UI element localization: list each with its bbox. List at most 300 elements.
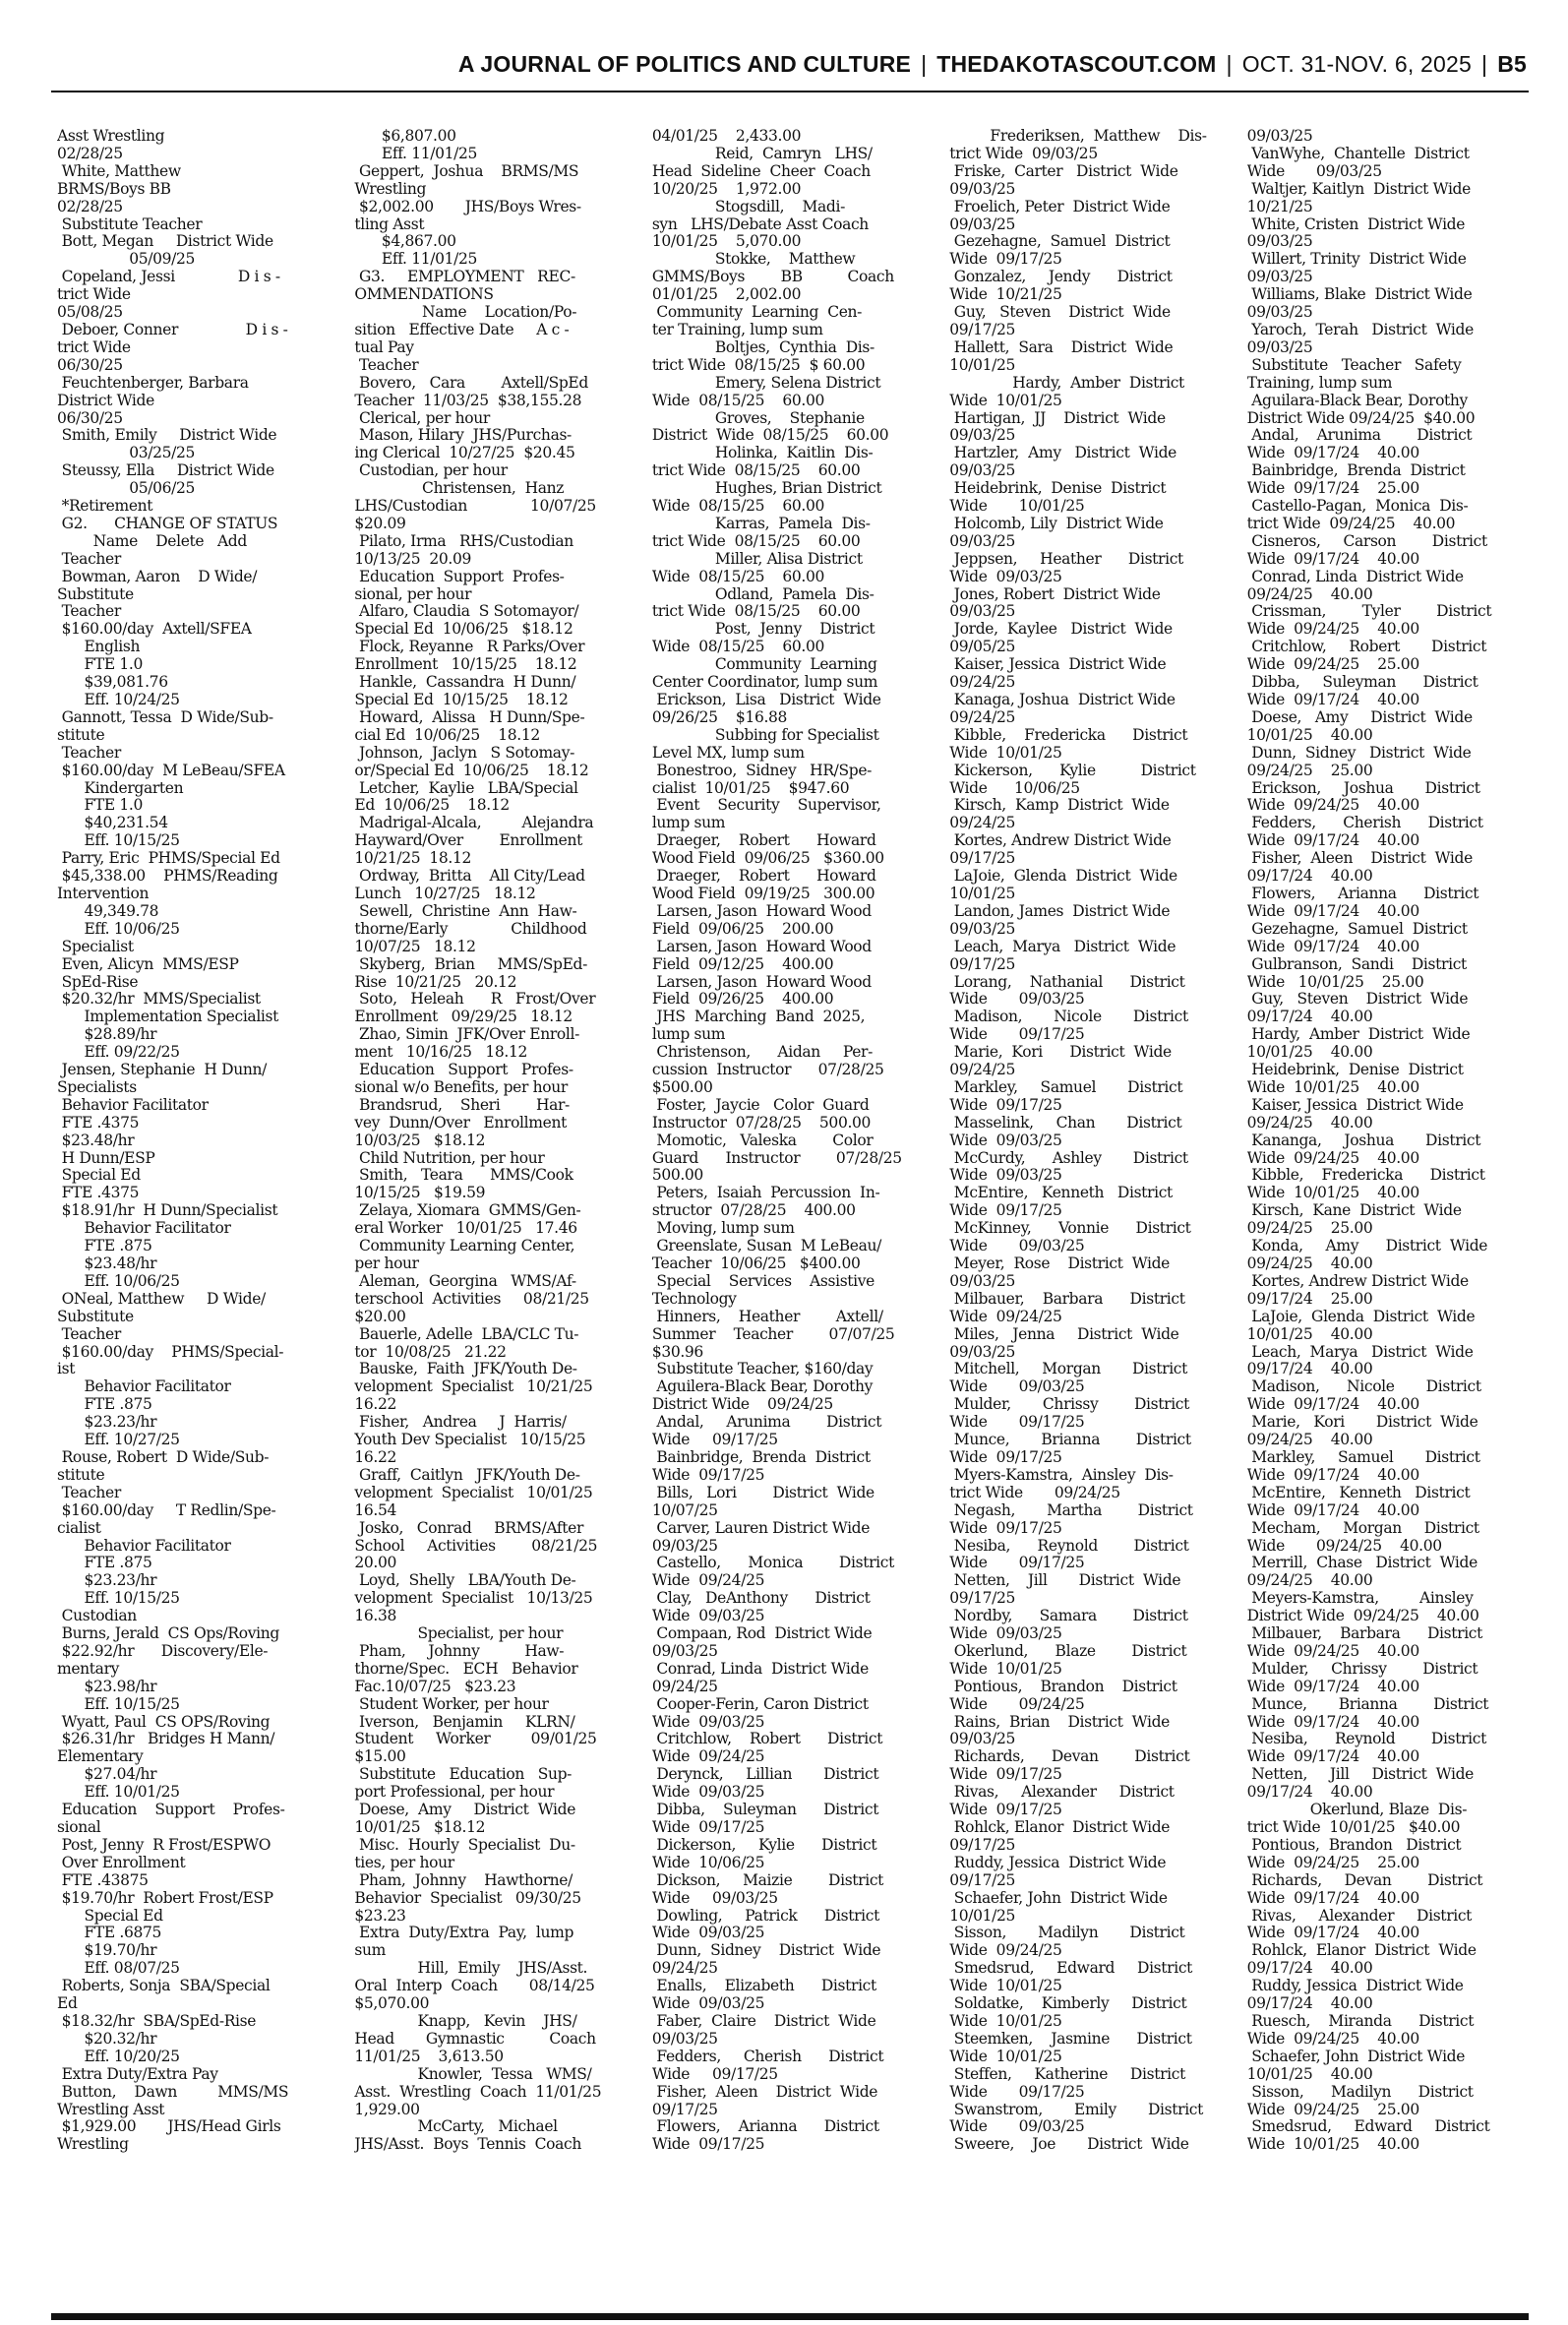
- text-line: Yaroch, Terah District Wide: [1246, 321, 1474, 338]
- text-line: Wide 09/03/25: [949, 1378, 1085, 1396]
- text-line: Community Learning Center,: [354, 1238, 575, 1255]
- text-line: Eff. 09/22/25: [57, 1044, 180, 1062]
- header-separator: |: [921, 51, 928, 77]
- text-line: Substitute Teacher, $160/day: [651, 1361, 874, 1378]
- text-line: Stogsdill, Madi-: [651, 198, 845, 215]
- text-line: Wide 08/15/25 60.00: [651, 568, 825, 585]
- text-line: Wide 09/17/25: [949, 1202, 1062, 1220]
- text-line: Netten, Jill District Wide: [1246, 1766, 1474, 1784]
- text-line: Substitute: [57, 1308, 134, 1325]
- text-line: FTE .875: [57, 1238, 152, 1255]
- text-line: Josko, Conrad BRMS/After: [354, 1519, 584, 1537]
- text-line: 04/01/25 2,433.00: [651, 128, 802, 145]
- text-line: Eff. 10/15/25: [57, 1695, 180, 1713]
- text-line: vey Dunn/Over Enrollment: [354, 1114, 567, 1132]
- text-line: Name Delete Add: [57, 532, 247, 550]
- text-line: Student Worker 09/01/25: [354, 1731, 597, 1748]
- text-line: Extra Duty/Extra Pay: [57, 2065, 218, 2083]
- text-line: Asst Wrestling: [57, 128, 165, 145]
- text-line: Teacher 10/06/25 $400.00: [651, 1255, 861, 1272]
- text-line: Eff. 10/01/25: [57, 1784, 180, 1802]
- text-line: Kaiser, Jessica District Wide: [949, 656, 1167, 674]
- text-line: Clay, DeAnthony District: [651, 1590, 871, 1608]
- text-line: Eff. 10/20/25: [57, 2048, 180, 2065]
- text-line: lump sum: [651, 815, 726, 832]
- text-line: 02/28/25: [57, 198, 123, 215]
- text-line: Asst. Wrestling Coach 11/01/25: [354, 2083, 602, 2101]
- text-line: Gonzalez, Jendy District: [949, 269, 1173, 286]
- text-line: Wide 09/17/24 40.00: [1246, 1925, 1419, 1942]
- text-line: Geppert, Joshua BRMS/MS: [354, 162, 579, 180]
- text-line: Wide 09/03/25: [949, 1625, 1062, 1643]
- text-line: Erickson, Joshua District: [1246, 779, 1480, 797]
- text-line: 09/03/25: [949, 920, 1016, 938]
- text-line: Wide 10/06/25: [651, 1854, 765, 1871]
- text-line: Knowler, Tessa WMS/: [354, 2065, 592, 2083]
- text-line: 09/24/25 40.00: [1246, 585, 1373, 603]
- text-line: Emery, Selena District: [651, 374, 881, 392]
- text-line: sional w/o Benefits, per hour: [354, 1078, 568, 1096]
- text-line: McCarty, Michael: [354, 2118, 558, 2136]
- text-line: trict Wide 09/24/25 40.00: [1246, 515, 1456, 532]
- text-line: Wide 09/17/25: [651, 1819, 765, 1836]
- text-line: 11/01/25 3,613.50: [354, 2048, 504, 2065]
- text-line: Nesiba, Reynold District: [949, 1537, 1189, 1555]
- text-line: Schaefer, John District Wide: [1246, 2048, 1466, 2065]
- text-line: 01/01/25 2,002.00: [651, 286, 802, 304]
- text-line: Education Support Profes-: [354, 1062, 573, 1079]
- text-line: Kibble, Fredericka District: [1246, 1167, 1485, 1185]
- text-line: Wide 09/03/25: [651, 1713, 765, 1731]
- text-line: 09/03/25: [949, 532, 1016, 550]
- text-line: $23.23: [354, 1907, 406, 1925]
- text-line: Deboer, Conner D i s -: [57, 321, 288, 338]
- text-line: Community Learning Cen-: [651, 304, 863, 322]
- text-line: 10/20/25 1,972.00: [651, 180, 802, 198]
- text-line: Wide 09/03/25: [949, 568, 1062, 585]
- text-line: Wide 09/24/25: [949, 1695, 1085, 1713]
- text-line: Post, Jenny R Frost/ESPWO: [57, 1836, 271, 1854]
- text-line: 10/01/25 40.00: [1246, 2065, 1373, 2083]
- text-line: LaJoie, Glenda District Wide: [949, 868, 1177, 886]
- text-line: FTE .6875: [57, 1925, 162, 1942]
- text-line: Fisher, Aleen District Wide: [651, 2083, 878, 2101]
- text-line: 06/30/25: [57, 409, 123, 427]
- text-line: Steffen, Katherine District: [949, 2065, 1185, 2083]
- text-line: tling Asst: [354, 215, 425, 233]
- text-line: lump sum: [651, 1026, 726, 1044]
- text-line: Wide 09/03/25: [1246, 162, 1382, 180]
- text-line: Pilato, Irma RHS/Custodian: [354, 532, 573, 550]
- text-line: Reid, Camryn LHS/: [651, 145, 873, 162]
- text-line: Wide 09/17/24 40.00: [1246, 1466, 1419, 1484]
- text-line: Draeger, Robert Howard: [651, 868, 876, 886]
- text-line: Masselink, Chan District: [949, 1114, 1182, 1132]
- text-line: Wide 09/17/24 40.00: [1246, 1501, 1419, 1519]
- text-line: $20.32/hr MMS/Specialist: [57, 991, 261, 1009]
- text-line: 09/03/25: [949, 180, 1016, 198]
- text-line: Guy, Steven District Wide: [949, 304, 1171, 322]
- text-line: 05/06/25: [57, 480, 196, 498]
- header-separator: |: [1481, 51, 1488, 77]
- text-line: Wide 09/17/24 40.00: [1246, 832, 1419, 850]
- text-line: Christensen, Hanz: [354, 480, 565, 498]
- text-line: Christenson, Aidan Per-: [651, 1044, 873, 1062]
- page-header: [458, 51, 1527, 78]
- text-line: port Professional, per hour: [354, 1784, 555, 1802]
- text-line: 09/03/25: [949, 1731, 1016, 1748]
- text-line: $23.23/hr: [57, 1414, 157, 1432]
- text-line: Myers-Kamstra, Ainsley Dis-: [949, 1466, 1174, 1484]
- text-line: cussion Instructor 07/28/25: [651, 1062, 884, 1079]
- text-line: Mulder, Chrissy District: [1246, 1660, 1478, 1678]
- text-line: Mitchell, Morgan District: [949, 1361, 1188, 1378]
- text-line: Andal, Arunima District: [651, 1414, 882, 1432]
- text-line: Eff. 10/27/25: [57, 1432, 180, 1449]
- text-line: $23.48/hr: [57, 1132, 135, 1149]
- text-line: Cisneros, Carson District: [1246, 532, 1487, 550]
- text-line: Jorde, Kaylee District Wide: [949, 621, 1173, 639]
- text-line: Wide 09/17/25: [949, 1766, 1062, 1784]
- issue-date: OCT. 31-NOV. 6, 2025: [1241, 51, 1472, 77]
- text-line: Eff. 11/01/25: [354, 251, 478, 269]
- text-line: $19.70/hr Robert Frost/ESP: [57, 1889, 273, 1907]
- text-line: $23.23/hr: [57, 1572, 157, 1590]
- text-line: Hardy, Amber District Wide: [1246, 1026, 1471, 1044]
- text-line: Kirsch, Kane District Wide: [1246, 1202, 1462, 1220]
- text-column-5: [1247, 128, 1533, 2307]
- text-line: Miles, Jenna District Wide: [949, 1325, 1179, 1343]
- text-line: Hughes, Brian District: [651, 480, 882, 498]
- text-line: Letcher, Kaylie LBA/Special: [354, 779, 578, 797]
- text-line: Meyers-Kamstra, Ainsley: [1246, 1590, 1474, 1608]
- text-line: Jeppsen, Heather District: [949, 550, 1183, 568]
- text-line: Wide 09/17/25: [949, 1096, 1062, 1114]
- text-line: Alfaro, Claudia S Sotomayor/: [354, 603, 579, 621]
- text-line: Parry, Eric PHMS/Special Ed: [57, 850, 280, 868]
- text-line: Castello, Monica District: [651, 1555, 894, 1572]
- text-line: Nordby, Samara District: [949, 1608, 1188, 1625]
- text-line: Behavior Specialist 09/30/25: [354, 1889, 581, 1907]
- text-line: Wide 09/24/25 25.00: [1246, 1854, 1419, 1871]
- text-line: tor 10/08/25 21.22: [354, 1343, 507, 1361]
- text-line: thorne/Spec. ECH Behavior: [354, 1660, 578, 1678]
- text-line: H Dunn/ESP: [57, 1149, 155, 1167]
- text-line: Steussy, Ella District Wide: [57, 462, 274, 480]
- text-line: Wide 09/17/25: [949, 251, 1062, 269]
- text-line: Hayward/Over Enrollment: [354, 832, 582, 850]
- text-line: English: [57, 639, 141, 656]
- text-line: Larsen, Jason Howard Wood: [651, 938, 872, 955]
- text-line: Even, Alicyn MMS/ESP: [57, 955, 239, 973]
- text-line: mentary: [57, 1660, 120, 1678]
- text-line: Critchlow, Robert District: [1246, 639, 1487, 656]
- text-line: 10/01/25: [949, 356, 1016, 374]
- text-line: McEntire, Kenneth District: [949, 1185, 1173, 1202]
- text-line: $160.00/day PHMS/Special-: [57, 1343, 284, 1361]
- text-line: Hardy, Amber District: [949, 374, 1184, 392]
- text-line: Gulbranson, Sandi District: [1246, 955, 1467, 973]
- text-line: Child Nutrition, per hour: [354, 1149, 545, 1167]
- text-line: stitute: [57, 726, 105, 744]
- text-line: Special Ed: [57, 1907, 163, 1925]
- text-line: Pontious, Brandon District: [1246, 1836, 1462, 1854]
- text-line: Fac.10/07/25 $23.23: [354, 1678, 516, 1695]
- text-line: Wide 09/17/25: [949, 1414, 1085, 1432]
- text-line: structor 07/28/25 400.00: [651, 1202, 856, 1220]
- text-line: trict Wide 08/15/25 60.00: [651, 532, 861, 550]
- text-line: 09/03/25: [651, 1642, 718, 1660]
- text-line: Wide 09/03/25: [651, 1889, 778, 1907]
- text-line: Education Support Profes-: [57, 1802, 285, 1819]
- text-line: Subbing for Specialist: [651, 726, 879, 744]
- text-line: $6,807.00: [354, 128, 456, 145]
- text-line: Center Coordinator, lump sum: [651, 674, 878, 692]
- text-line: Wide 09/17/25: [949, 1448, 1062, 1466]
- text-line: Teacher: [57, 550, 121, 568]
- text-line: Wrestling: [354, 180, 427, 198]
- text-line: sition Effective Date A c -: [354, 321, 570, 338]
- text-line: Eff. 10/15/25: [57, 1590, 180, 1608]
- text-line: 02/28/25: [57, 145, 123, 162]
- text-line: 09/17/24 40.00: [1246, 1960, 1373, 1978]
- text-line: Implementation Specialist: [57, 1009, 279, 1026]
- text-line: Bowman, Aaron D Wide/: [57, 568, 258, 585]
- text-line: Wide 10/01/25: [949, 1660, 1062, 1678]
- text-line: Zelaya, Xiomara GMMS/Gen-: [354, 1202, 581, 1220]
- text-line: Oral Interp Coach 08/14/25: [354, 1978, 595, 1995]
- text-line: Konda, Amy District Wide: [1246, 1238, 1488, 1255]
- text-line: 10/07/25 18.12: [354, 938, 476, 955]
- text-line: Flowers, Arianna District: [651, 2118, 879, 2136]
- text-line: McKinney, Vonnie District: [949, 1220, 1191, 1238]
- text-line: per hour: [354, 1255, 419, 1272]
- text-line: 09/17/25: [949, 1836, 1016, 1854]
- text-line: Madrigal-Alcala, Alejandra: [354, 815, 594, 832]
- text-line: District Wide 08/15/25 60.00: [651, 427, 889, 445]
- text-line: Teacher: [57, 1484, 121, 1501]
- text-line: Wide 09/17/24 40.00: [1246, 692, 1419, 708]
- text-line: Wide 08/15/25 60.00: [651, 498, 825, 516]
- text-line: Schaefer, John District Wide: [949, 1889, 1168, 1907]
- text-line: Karras, Pamela Dis-: [651, 515, 871, 532]
- text-line: $30.96: [651, 1343, 703, 1361]
- text-line: Wide 09/17/24 40.00: [1246, 1678, 1419, 1695]
- text-line: Kortes, Andrew District Wide: [949, 832, 1172, 850]
- text-line: Moving, lump sum: [651, 1220, 795, 1238]
- text-line: Markley, Samuel District: [1246, 1448, 1480, 1466]
- text-line: Bainbridge, Brenda District: [1246, 462, 1466, 480]
- text-line: Kaiser, Jessica District Wide: [1246, 1096, 1464, 1114]
- text-line: Erickson, Lisa District Wide: [651, 692, 881, 708]
- text-line: Swanstrom, Emily District: [949, 2101, 1204, 2118]
- text-column-4: [949, 128, 1235, 2307]
- text-line: Aguilara-Black Bear, Dorothy: [1246, 392, 1468, 409]
- text-line: Enrollment 09/29/25 18.12: [354, 1009, 573, 1026]
- text-line: 09/26/25 $16.88: [651, 708, 788, 726]
- text-line: Wide 09/03/25: [651, 1925, 765, 1942]
- text-line: Wide 09/17/24 40.00: [1246, 902, 1419, 920]
- text-line: 10/21/25: [1246, 198, 1313, 215]
- text-line: Wide 09/24/25: [949, 1942, 1062, 1960]
- text-line: Hartigan, JJ District Wide: [949, 409, 1166, 427]
- text-line: 10/01/25 40.00: [1246, 1044, 1373, 1062]
- text-line: Eff. 10/24/25: [57, 692, 180, 708]
- text-line: Substitute Teacher: [57, 215, 203, 233]
- text-line: Andal, Arunima District: [1246, 427, 1473, 445]
- text-line: Fedders, Cherish District: [1246, 815, 1483, 832]
- text-line: Wide 09/03/25: [651, 1995, 765, 2013]
- text-line: Flowers, Arianna District: [1246, 885, 1479, 902]
- text-line: Meyer, Rose District Wide: [949, 1255, 1171, 1272]
- text-line: Wood Field 09/06/25 $360.00: [651, 850, 884, 868]
- text-line: $40,231.54: [57, 815, 168, 832]
- text-line: Bovero, Cara Axtell/SpEd: [354, 374, 588, 392]
- text-line: Pham, Johnny Hawthorne/: [354, 1871, 573, 1889]
- text-line: Field 09/06/25 200.00: [651, 920, 834, 938]
- text-line: Compaan, Rod District Wide: [651, 1625, 873, 1643]
- text-line: Heidebrink, Denise District: [1246, 1062, 1464, 1079]
- text-line: Wide 10/01/25 40.00: [1246, 2136, 1419, 2154]
- text-line: 09/03/25: [1246, 128, 1313, 145]
- text-column-1: [57, 128, 342, 2307]
- text-line: ties, per hour: [354, 1854, 454, 1871]
- text-line: Wide 09/17/24 25.00: [1246, 480, 1419, 498]
- text-line: FTE .43875: [57, 1871, 149, 1889]
- text-line: Loyd, Shelly LBA/Youth De-: [354, 1572, 576, 1590]
- text-line: $20.09: [354, 515, 406, 532]
- text-line: Clerical, per hour: [354, 409, 490, 427]
- text-line: Munce, Brianna District: [949, 1432, 1191, 1449]
- text-line: Hallett, Sara District Wide: [949, 338, 1174, 356]
- text-line: 16.38: [354, 1608, 397, 1625]
- text-line: Wide 09/03/25: [949, 991, 1085, 1009]
- text-line: Frederiksen, Matthew Dis-: [949, 128, 1207, 145]
- text-line: 09/17/24 25.00: [1246, 1290, 1373, 1308]
- text-line: 09/03/25: [1246, 304, 1313, 322]
- text-line: BRMS/Boys BB: [57, 180, 171, 198]
- text-line: LaJoie, Glenda District Wide: [1246, 1308, 1476, 1325]
- text-line: Wyatt, Paul CS OPS/Roving: [57, 1713, 271, 1731]
- text-line: 09/03/25: [949, 462, 1016, 480]
- text-line: cial Ed 10/06/25 18.12: [354, 726, 540, 744]
- text-line: Teacher: [57, 1325, 121, 1343]
- text-line: JHS/Asst. Boys Tennis Coach: [354, 2136, 582, 2154]
- text-line: sional, per hour: [354, 585, 472, 603]
- text-line: Sewell, Christine Ann Haw-: [354, 902, 577, 920]
- text-line: Doese, Amy District Wide: [1246, 708, 1473, 726]
- text-line: 09/24/25 40.00: [1246, 1114, 1373, 1132]
- text-line: Pontious, Brandon District: [949, 1678, 1177, 1695]
- text-line: Smith, Teara MMS/Cook: [354, 1167, 573, 1185]
- text-line: 09/03/25: [1246, 233, 1313, 251]
- text-line: Extra Duty/Extra Pay, lump: [354, 1925, 574, 1942]
- text-line: Skyberg, Brian MMS/SpEd-: [354, 955, 588, 973]
- text-line: Wrestling Asst: [57, 2101, 165, 2118]
- text-column-2: [354, 128, 639, 2307]
- text-line: Special Services Assistive: [651, 1272, 875, 1290]
- text-line: ter Training, lump sum: [651, 321, 823, 338]
- text-line: Lorang, Nathanial District: [949, 973, 1185, 991]
- text-line: 09/24/25 40.00: [1246, 1432, 1373, 1449]
- text-line: Sisson, Madilyn District: [949, 1925, 1185, 1942]
- text-line: Kickerson, Kylie District: [949, 762, 1196, 779]
- text-line: Event Security Supervisor,: [651, 797, 881, 815]
- text-line: 09/03/25: [949, 215, 1016, 233]
- text-line: $500.00: [651, 1078, 713, 1096]
- text-line: Leach, Marya District Wide: [1246, 1343, 1474, 1361]
- text-line: 16.22: [354, 1396, 397, 1414]
- text-line: Flock, Reyanne R Parks/Over: [354, 639, 585, 656]
- text-line: White, Cristen District Wide: [1246, 215, 1466, 233]
- text-line: Soto, Heleah R Frost/Over: [354, 991, 596, 1009]
- text-line: Richards, Devan District: [1246, 1871, 1483, 1889]
- text-line: Lunch 10/27/25 18.12: [354, 885, 536, 902]
- text-line: Wide 09/17/24 40.00: [1246, 445, 1419, 462]
- text-line: 09/03/25: [949, 603, 1016, 621]
- text-line: cialist: [57, 1519, 101, 1537]
- text-line: Wide 10/01/25: [949, 2012, 1062, 2030]
- text-line: Jensen, Stephanie H Dunn/: [57, 1062, 267, 1079]
- text-line: Smedsrud, Edward District: [1246, 2118, 1490, 2136]
- text-line: Gannott, Tessa D Wide/Sub-: [57, 708, 273, 726]
- text-line: $39,081.76: [57, 674, 168, 692]
- text-line: 16.54: [354, 1501, 397, 1519]
- text-line: 20.00: [354, 1555, 397, 1572]
- text-line: FTE 1.0: [57, 656, 143, 674]
- text-line: $20.00: [354, 1308, 406, 1325]
- text-line: eral Worker 10/01/25 17.46: [354, 1220, 577, 1238]
- text-line: Instructor 07/28/25 500.00: [651, 1114, 872, 1132]
- text-line: Soldatke, Kimberly District: [949, 1995, 1187, 2013]
- text-line: G2. CHANGE OF STATUS: [57, 515, 278, 532]
- text-line: OMMENDATIONS: [354, 286, 494, 304]
- text-line: trict Wide: [57, 286, 131, 304]
- text-line: $23.48/hr: [57, 1255, 157, 1272]
- text-line: Kananga, Joshua District: [1246, 1132, 1481, 1149]
- text-line: 10/13/25 20.09: [354, 550, 471, 568]
- text-line: Hartzler, Amy District Wide: [949, 445, 1176, 462]
- text-line: Bainbridge, Brenda District: [651, 1448, 871, 1466]
- text-line: Ruddy, Jessica District Wide: [1246, 1978, 1464, 1995]
- text-line: FTE 1.0: [57, 797, 143, 815]
- text-line: Castello-Pagan, Monica Dis-: [1246, 498, 1469, 516]
- text-line: Wide 09/17/25: [949, 2083, 1085, 2101]
- text-line: 09/24/25 25.00: [1246, 762, 1373, 779]
- text-line: Bott, Megan District Wide: [57, 233, 273, 251]
- text-line: Eff. 10/15/25: [57, 832, 180, 850]
- text-line: Wide 09/03/25: [949, 2118, 1085, 2136]
- text-line: Wide 09/03/25: [651, 1784, 765, 1802]
- text-line: Post, Jenny District: [651, 621, 875, 639]
- text-line: Wide 09/24/25: [949, 1308, 1062, 1325]
- header-separator: |: [1226, 51, 1233, 77]
- text-line: Fedders, Cherish District: [651, 2048, 884, 2065]
- text-line: Dowling, Patrick District: [651, 1907, 879, 1925]
- text-line: Wide 09/24/25: [651, 1748, 765, 1766]
- text-line: Conrad, Linda District Wide: [651, 1660, 869, 1678]
- text-line: Community Learning: [651, 656, 877, 674]
- text-line: Mecham, Morgan District: [1246, 1519, 1479, 1537]
- text-line: Cooper-Ferin, Caron District: [651, 1695, 869, 1713]
- text-line: *Retirement: [57, 498, 153, 516]
- text-line: Summer Teacher 07/07/25: [651, 1325, 895, 1343]
- text-line: trict Wide 09/24/25: [949, 1484, 1120, 1501]
- text-line: Sisson, Madilyn District: [1246, 2083, 1474, 2101]
- text-line: 09/03/25: [651, 1537, 718, 1555]
- text-line: Kanaga, Joshua District Wide: [949, 692, 1176, 708]
- text-line: ist: [57, 1361, 76, 1378]
